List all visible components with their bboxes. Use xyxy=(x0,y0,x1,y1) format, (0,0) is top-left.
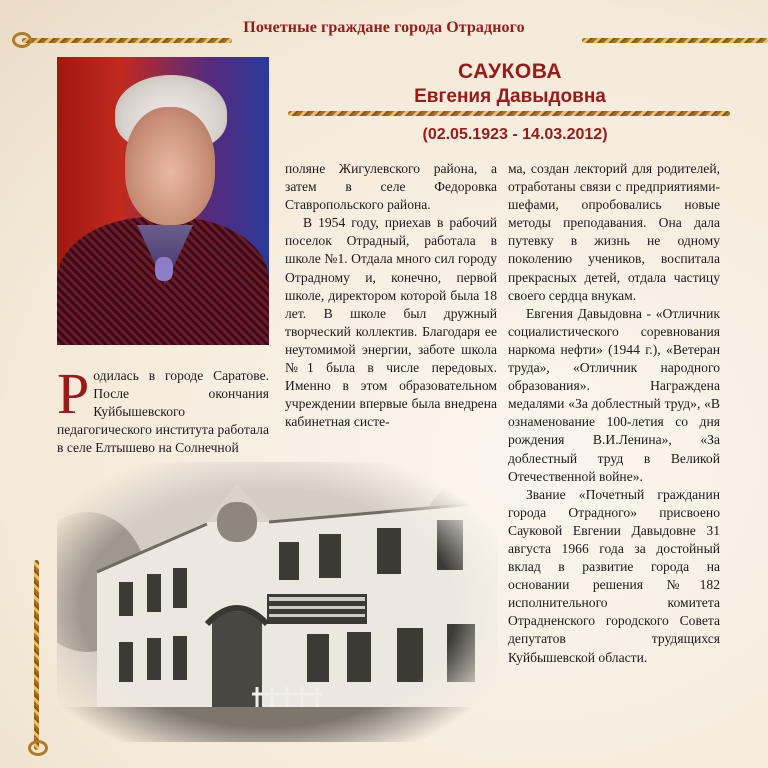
person-dates: (02.05.1923 - 14.03.2012) xyxy=(422,126,608,143)
header-title: Почетные граждане города Отрадного xyxy=(243,19,525,36)
name-rope xyxy=(288,111,730,116)
left-paragraph: одилась в городе Саратове. После окончания Куйбышевского педагогического института работала в селе Елтышево на Солнечной xyxy=(57,368,269,456)
right-paragraph-3: Звание «Почетный гражданин города Отрадного» присвоено Сауковой Евгении Давыдовне 31 августа 1966 года за достойный вклад в развитие города на основании решения №182 исполнительного комитета Отрадненского городского Совета депутатов трудящихся Куйбышевской области. xyxy=(508,486,720,665)
header-rope-left xyxy=(22,38,232,43)
right-paragraph-2: Евгения Давыдовна - «Отличник социалистического соревнования наркома нефти» (1944 г.), «Ветеран труда», «Отличник народного образования». Награждена медалями «За доблестный труд», «В ознаменование 100-летия со дня рождения В.И.Ленина», «За доблестный труд в Великой Отечественной войне». xyxy=(508,305,720,484)
middle-paragraph-1: поляне Жигулевского района, а затем в селе Федоровка Ставропольского района. xyxy=(285,161,497,213)
middle-text-column xyxy=(285,160,497,431)
portrait-photo xyxy=(57,57,269,345)
left-rope xyxy=(34,560,39,750)
person-surname: САУКОВА xyxy=(457,60,562,83)
portrait-brooch xyxy=(155,257,173,281)
school-building-illustration xyxy=(57,462,497,742)
left-rope-knot xyxy=(28,740,48,756)
portrait-face xyxy=(125,107,215,225)
person-given-names: Евгения Давыдовна xyxy=(414,86,606,107)
left-text-column xyxy=(57,361,269,457)
school-building-photo xyxy=(57,462,497,742)
right-paragraph-1: ма, создан лекторий для родителей, отработаны связи с предприятиями-шефами, опробовались новые методы преподавания. Она дала путевку в жизнь не одному поколению учеников, воспитала прекрасных детей, отдала частицу своего сердца внукам. xyxy=(508,161,720,303)
right-text-column xyxy=(508,160,720,667)
drop-cap: Р xyxy=(57,361,90,426)
header-rope-right xyxy=(582,38,768,43)
middle-paragraph-2: В 1954 году, приехав в рабочий поселок Отрадный, работала в школе №1. Отдала много сил городу Отрадному и, конечно, первой школе, директором которой была 18 лет. В школе был дружный творческий коллектив. Благодаря ее неутомимой энергии, заботе школа №1 была в числе передовых. Именно в этом образовательном учреждении впервые была внедрена кабинетная систе- xyxy=(285,215,497,430)
